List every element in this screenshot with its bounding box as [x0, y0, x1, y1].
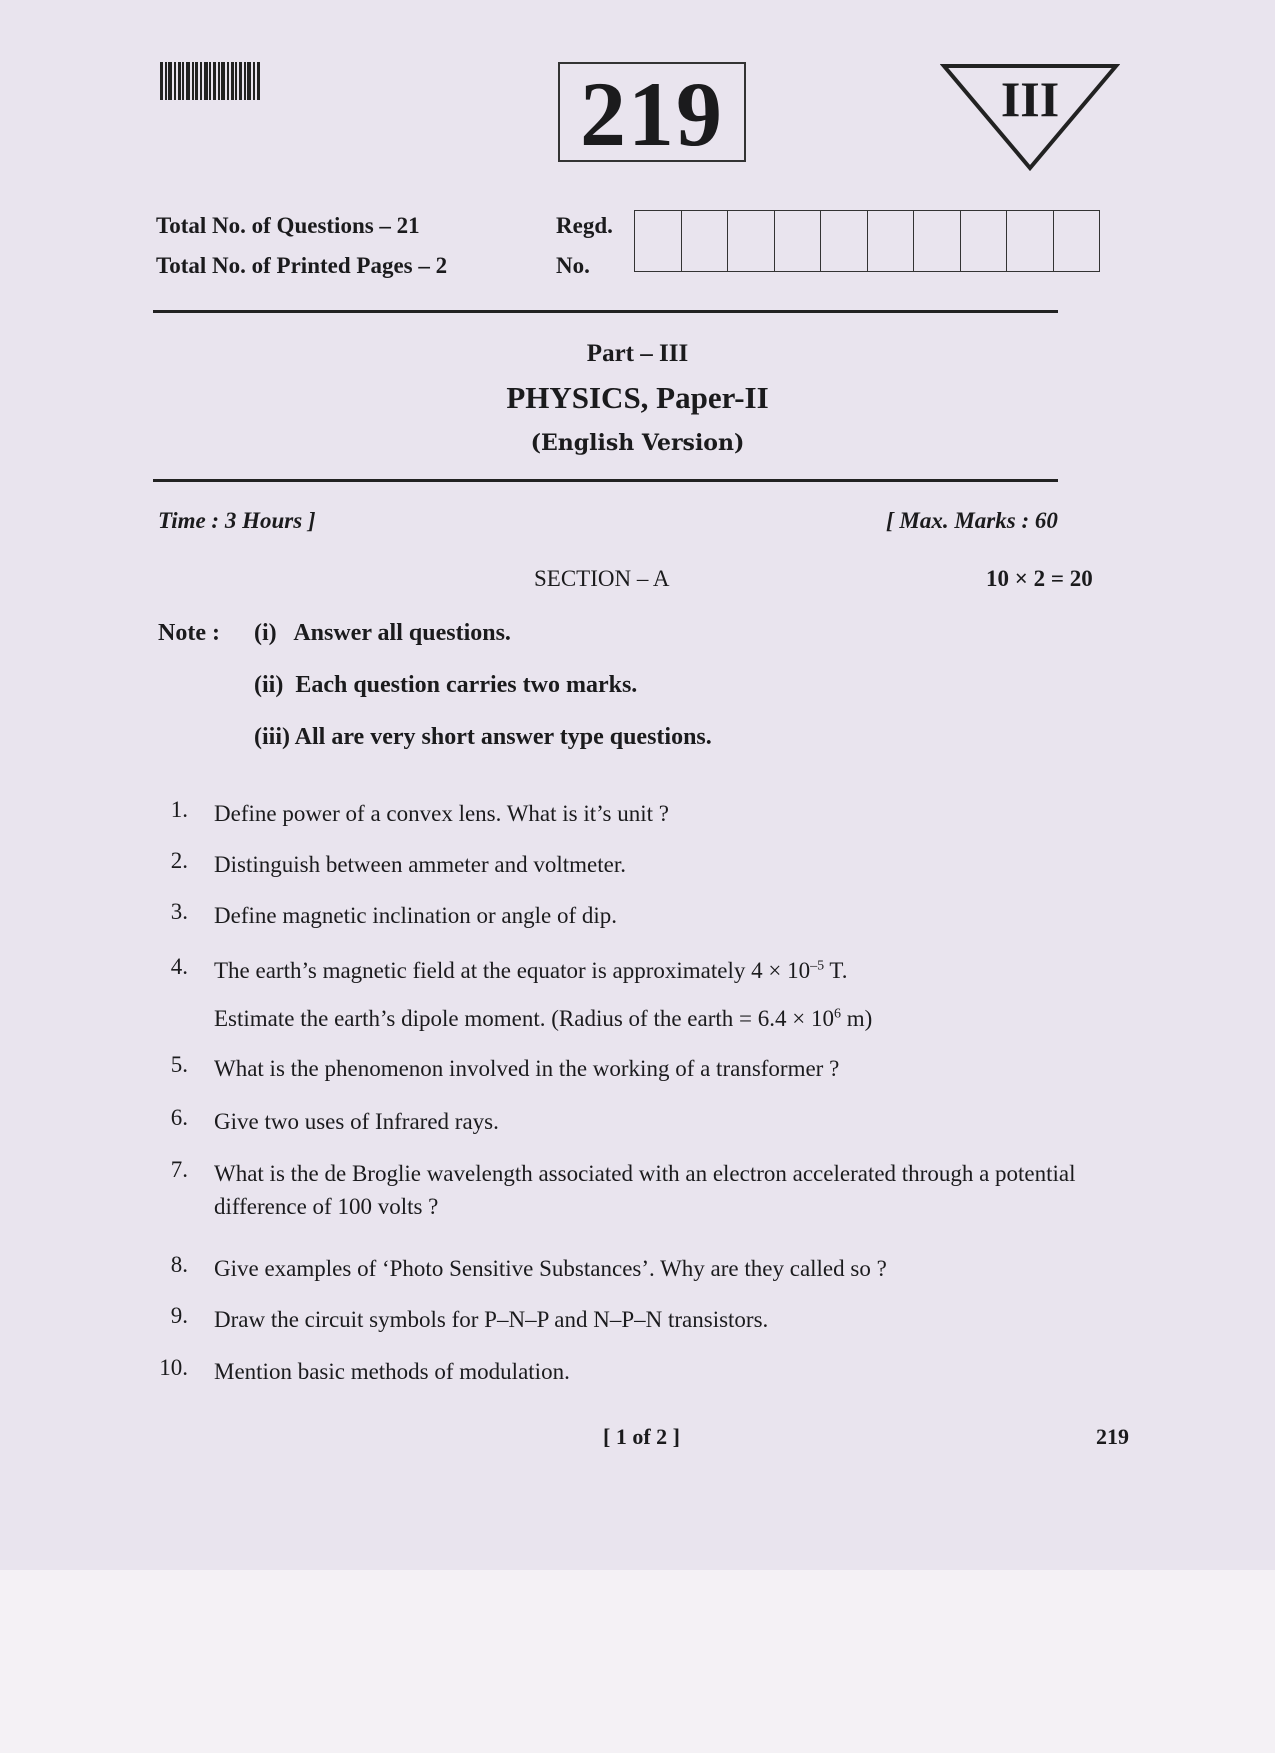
- question-number: 3.: [170, 899, 188, 924]
- subject-title: PHYSICS, Paper-II: [506, 380, 769, 415]
- question-number: 5.: [170, 1052, 188, 1077]
- section-marks: 10 × 2 = 20: [986, 566, 1093, 591]
- note-label: Note :: [158, 620, 220, 646]
- page-number: [ 1 of 2 ]: [603, 1424, 680, 1449]
- question-text: Define power of a convex lens. What is it’s unit ?: [214, 801, 669, 826]
- version-label: (English Version): [530, 430, 745, 456]
- question-text: Mention basic methods of modulation.: [214, 1359, 570, 1384]
- regd-label: Regd.: [556, 213, 613, 238]
- question-number: 2.: [170, 848, 188, 873]
- barcode: [160, 62, 266, 100]
- total-questions: Total No. of Questions – 21: [156, 213, 420, 238]
- note-2: (ii) Each question carries two marks.: [254, 672, 638, 698]
- question-text: Give examples of ‘Photo Sensitive Substances’. Why are they called so ?: [214, 1256, 887, 1281]
- question-number: 8.: [170, 1252, 188, 1277]
- question-text: Estimate the earth’s dipole moment. (Radius of the earth = $6.4 \times 10^6$ m): [214, 1006, 873, 1031]
- regd-number-boxes[interactable]: [634, 210, 1100, 272]
- section-title: SECTION – A: [534, 566, 670, 591]
- question-number: 9.: [170, 1303, 188, 1328]
- bottom-divider: [153, 479, 1058, 482]
- total-pages: Total No. of Printed Pages – 2: [156, 253, 448, 278]
- note-3: (iii) All are very short answer type questions.: [254, 724, 712, 750]
- question-text: Draw the circuit symbols for P–N–P and N–P–N transistors.: [214, 1307, 769, 1332]
- paper-code-box: 219: [558, 62, 746, 162]
- max-marks: [ Max. Marks : 60: [886, 508, 1058, 533]
- regd-no-label: No.: [556, 253, 590, 278]
- question-text: The earth’s magnetic field at the equator is approximately $4 \times 10^{-5}$ T.: [214, 958, 848, 983]
- note-1: (i) Answer all questions.: [254, 620, 511, 646]
- question-number: 4.: [170, 954, 188, 979]
- question-text: Give two uses of Infrared rays.: [214, 1109, 499, 1134]
- question-number: 10.: [159, 1355, 188, 1380]
- question-text: What is the phenomenon involved in the working of a transformer ?: [214, 1056, 840, 1081]
- question-text: Distinguish between ammeter and voltmeter.: [214, 852, 626, 877]
- top-divider: [153, 310, 1058, 313]
- question-text: Define magnetic inclination or angle of dip.: [214, 903, 618, 928]
- part-label: Part – III: [586, 340, 689, 367]
- footer-paper-code: 219: [1096, 1424, 1129, 1449]
- time-allowed: Time : 3 Hours ]: [158, 508, 316, 533]
- paper-level-label: III: [1000, 71, 1060, 127]
- question-number: 1.: [170, 797, 188, 822]
- question-text: What is the de Broglie wavelength associated with an electron accelerated through a potential difference of 100 volts ?: [214, 1161, 1076, 1219]
- question-number: 7.: [170, 1157, 188, 1182]
- question-number: 6.: [170, 1105, 188, 1130]
